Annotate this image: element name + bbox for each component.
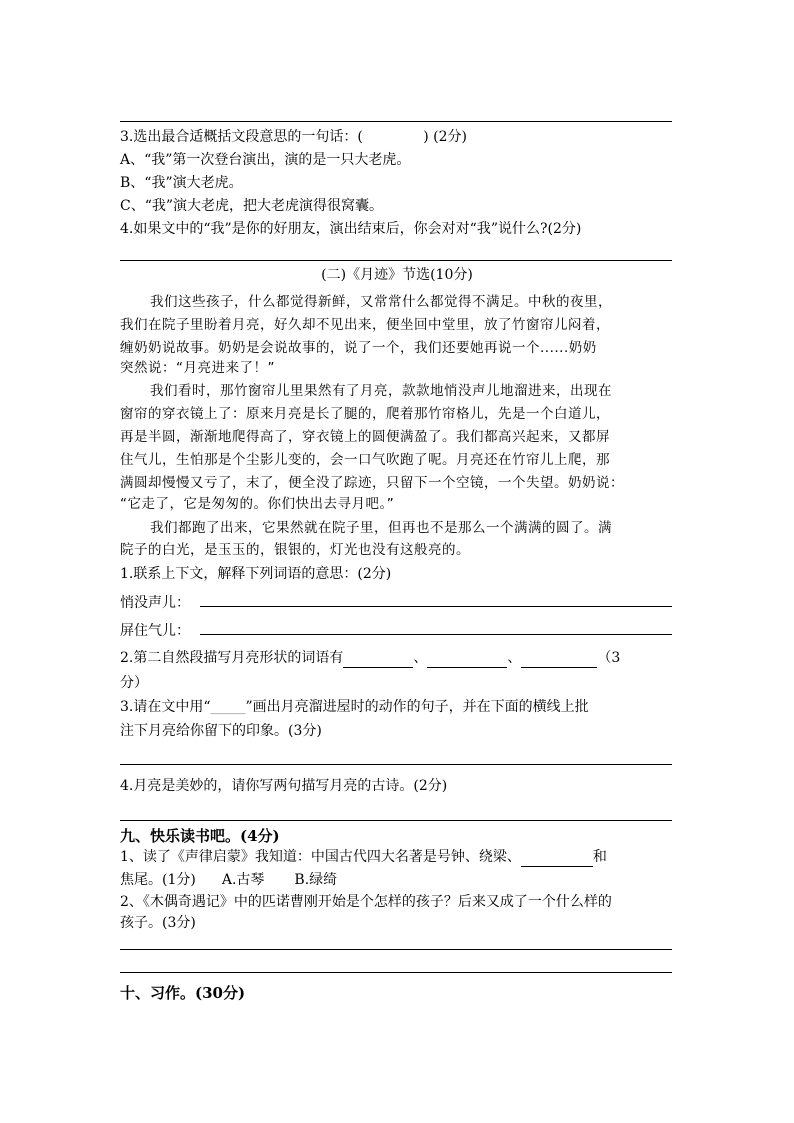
sub-question-3	[120, 697, 589, 717]
passage-p1-line1: 我们这些孩子，什么都觉得新鲜，又常常什么都觉得不满足。中秋的夜里，	[150, 294, 612, 310]
passage-p2-line5: 满圆却慢慢又亏了，末了，便全没了踪迹，只留下一个空镜，一个失望。奶奶说：	[120, 475, 624, 491]
reading-question-2: 2、《木偶奇遇记》中的匹诺曹刚开始是个怎样的孩子？后来又成了一个什么样的	[120, 894, 612, 910]
sub-question-2-score-cont: 分）	[120, 675, 148, 691]
word-label-2: 屏住气儿：	[120, 623, 190, 639]
passage-p2-line2: 窗帘的穿衣镜上了：原来月亮是长了腿的，爬着那竹帘格儿，先是一个白道儿，	[120, 406, 610, 422]
passage-p3-line2: 院子的白光，是玉玉的，银银的，灯光也没有这般亮的。	[120, 542, 470, 558]
passage-p2-line6: “它走了，它是匆匆的。你们快出去寻月吧。”	[120, 496, 395, 512]
answer-line-word2[interactable]	[200, 634, 672, 635]
passage-p3-line1: 我们都跑了出来，它果然就在院子里，但再也不是那么一个满满的圆了。满	[150, 520, 612, 536]
separator-1: 、	[413, 650, 428, 666]
section-9-title: 九、快乐读书吧。(4分)	[120, 827, 280, 845]
option-a[interactable]: A、“我”第一次登台演出，演的是一只大老虎。	[120, 152, 411, 168]
sub-question-3-a: 3.请在文中用“	[120, 699, 211, 715]
reading-question-2-cont: 孩子。(3分)	[120, 915, 196, 931]
underline-mark: _____	[210, 699, 246, 715]
question-3: 3.选出最合适概括文段意思的一句话：( ) (2分)	[120, 129, 468, 145]
answer-line-reading-2[interactable]	[120, 972, 672, 973]
question-4: 4.如果文中的“我”是你的好朋友，演出结束后，你会对对“我”说什么?(2分)	[120, 221, 582, 237]
passage-p1-line4: 突然说：“月亮进来了！”	[120, 360, 275, 376]
blank-name[interactable]	[521, 850, 593, 867]
choice-b[interactable]: B.绿绮	[294, 872, 338, 888]
sub-question-2-text: 2.第二自然段描写月亮形状的词语有	[120, 650, 344, 666]
section-10-title: 十、习作。(30分)	[120, 984, 246, 1002]
passage-p2-line1: 我们看时，那竹窗帘儿里果然有了月亮，款款地悄没声儿地溜进来，出现在	[150, 383, 612, 399]
blank-shape-3[interactable]	[521, 651, 597, 668]
answer-line-word1[interactable]	[200, 606, 672, 607]
reading-question-1-text: 1、读了《声律启蒙》我知道：中国古代四大名著是号钟、绕梁、	[120, 849, 521, 865]
answer-line-reading-1[interactable]	[120, 949, 672, 950]
option-b[interactable]: B、“我”演大老虎。	[120, 175, 243, 191]
reading-question-1-and: 和	[592, 849, 607, 865]
sub-question-3-b: ”画出月亮溜进屋时的动作的句子，并在下面的横线上批	[245, 699, 589, 715]
passage-p2-line4: 住气儿，生怕那是个尘影儿变的，会一口气吹跑了呢。月亮还在竹帘儿上爬，那	[120, 452, 610, 468]
reading-question-1	[120, 847, 607, 867]
sub-question-2-score: （3	[597, 650, 621, 666]
passage-p2-line3: 再是半圆，渐渐地爬得高了，穿衣镜上的圆便满盈了。我们都高兴起来，又都屏	[120, 429, 610, 445]
blank-shape-2[interactable]	[427, 651, 507, 668]
answer-line-top[interactable]	[120, 121, 672, 122]
sub-question-2	[120, 648, 620, 668]
option-c[interactable]: C、“我”演大老虎，把大老虎演得很窝囊。	[120, 198, 384, 214]
answer-line-poem[interactable]	[120, 820, 672, 821]
reading-question-1-tail: 焦尾。(1分)	[120, 872, 196, 888]
sub-question-3-cont: 注下月亮给你留下的印象。(3分)	[120, 723, 322, 739]
passage-p1-line3: 缠奶奶说故事。奶奶是会说故事的，说了一个，我们还要她再说一个......奶奶	[120, 340, 597, 356]
separator-2: 、	[507, 650, 522, 666]
sub-question-4: 4.月亮是美妙的，请你写两句描写月亮的古诗。(2分)	[120, 778, 448, 794]
passage-p1-line2: 我们在院子里盼着月亮，好久却不见出来，便坐回中堂里，放了竹窗帘儿闷着，	[120, 317, 610, 333]
answer-line-q4[interactable]	[120, 260, 672, 261]
choice-a[interactable]: A.古琴	[221, 872, 265, 888]
word-label-1: 悄没声儿：	[120, 595, 190, 611]
reading-question-1-cont	[120, 870, 337, 890]
blank-shape-1[interactable]	[343, 651, 413, 668]
sub-question-1: 1.联系上下文，解释下列词语的意思：(2分)	[120, 566, 392, 582]
answer-line-q3[interactable]	[120, 764, 672, 765]
passage-title: (二)《月迹》节选(10分)	[321, 267, 473, 283]
